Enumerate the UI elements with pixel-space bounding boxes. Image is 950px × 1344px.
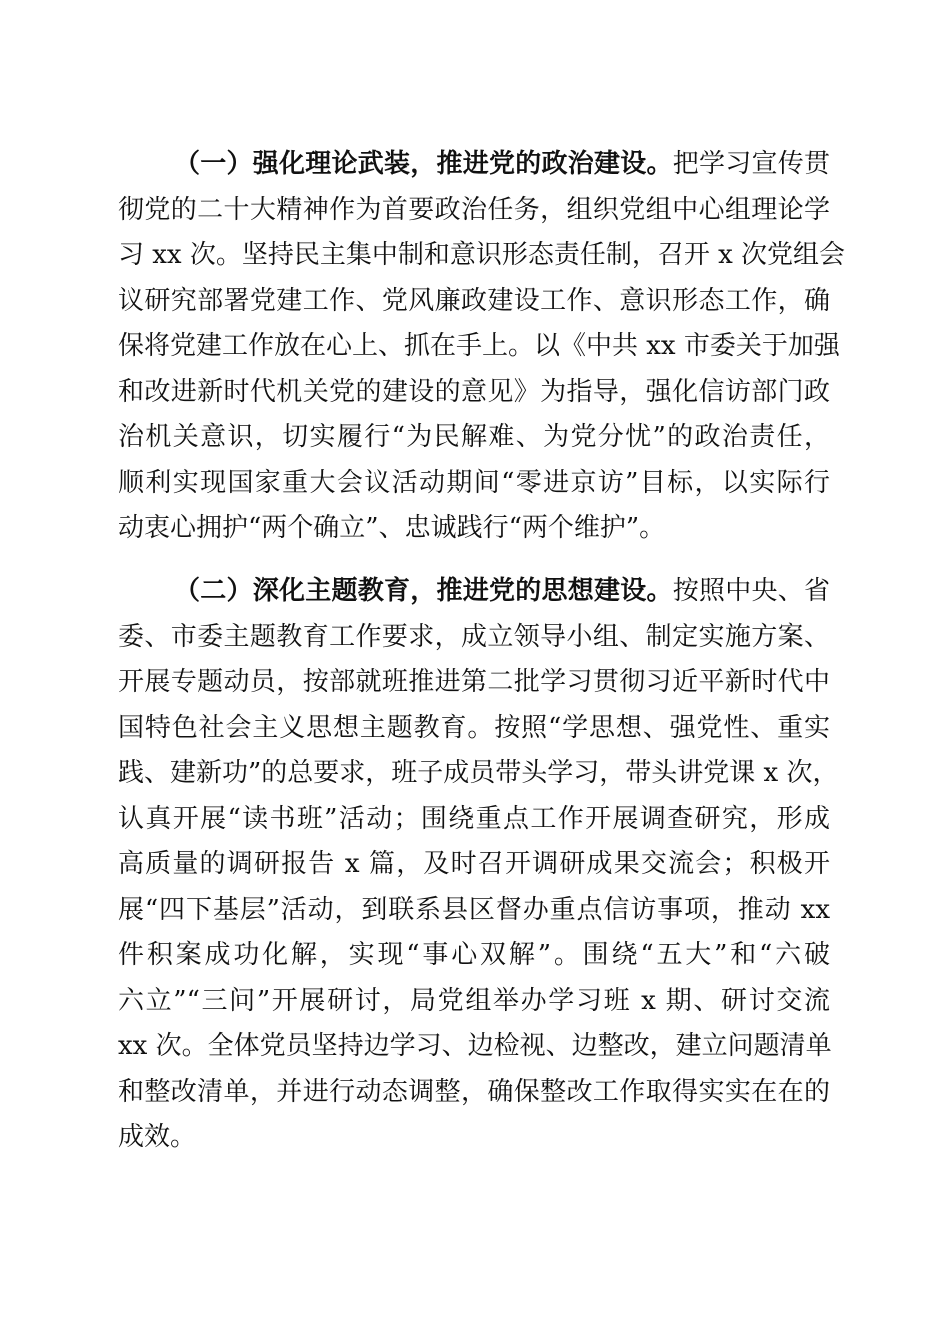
paragraph-ideological-construction <box>118 569 839 1161</box>
paragraph-line: 动衷心拥护“两个确立”、忠诚践行“两个维护”。 <box>118 513 666 543</box>
paragraph-line: 议研究部署党建工作、党风廉政建设工作、意识形态工作，确 <box>118 285 830 316</box>
paragraph-line: 践、建新功”的总要求，班子成员带头学习，带头讲党课 x 次， <box>118 758 839 788</box>
paragraph-line: 六立”“三问”开展研讨，局党组举办学习班 x 期、研讨交流 <box>118 985 830 1016</box>
paragraph-line: 高质量的调研报告 x 篇，及时召开调研成果交流会；积极开 <box>118 849 830 879</box>
paragraph-line: 治机关意识，切实履行“为民解难、为党分忧”的政治责任， <box>118 422 830 452</box>
paragraph-line: 和改进新时代机关党的建设的意见》为指导，强化信访部门政 <box>118 376 830 407</box>
paragraph-line <box>118 569 830 615</box>
paragraph-line: 和整改清单，并进行动态调整，确保整改工作取得实实在在的 <box>118 1076 830 1107</box>
paragraph-heading: （二）深化主题教育，推进党的思想建设。 <box>174 576 673 606</box>
paragraph-line <box>118 142 830 188</box>
paragraph-line: 展“四下基层”活动，到联系县区督办重点信访事项，推动 xx <box>118 894 830 925</box>
paragraph-text: 把学习宣传贯 <box>672 149 830 179</box>
paragraph-line: 委、市委主题教育工作要求，成立领导小组、制定实施方案、 <box>118 621 830 652</box>
paragraph-line: 国特色社会主义思想主题教育。按照“学思想、强党性、重实 <box>118 712 830 743</box>
paragraph-political-construction <box>118 142 846 552</box>
paragraph-line: 习 xx 次。坚持民主集中制和意识形态责任制，召开 x 次党组会 <box>118 240 846 270</box>
paragraph-heading: （一）强化理论武装，推进党的政治建设。 <box>174 149 673 179</box>
paragraph-line: 件积案成功化解，实现“事心双解”。围绕“五大”和“六破 <box>118 940 830 970</box>
paragraph-line: 顺利实现国家重大会议活动期间“零进京访”目标，以实际行 <box>118 467 830 498</box>
paragraph-line: 彻党的二十大精神作为首要政治任务，组织党组中心组理论学 <box>118 194 830 225</box>
paragraph-line: 保将党建工作放在心上、抓在手上。以《中共 xx 市委关于加强 <box>118 331 840 361</box>
paragraph-line: 开展专题动员，按部就班推进第二批学习贯彻习近平新时代中 <box>118 667 830 697</box>
paragraph-line: xx 次。全体党员坚持边学习、边检视、边整改，建立问题清单 <box>118 1031 832 1061</box>
paragraph-line: 成效。 <box>118 1122 197 1152</box>
paragraph-text: 按照中央、省 <box>672 576 830 606</box>
paragraph-line: 认真开展“读书班”活动；围绕重点工作开展调查研究，形成 <box>118 803 830 834</box>
